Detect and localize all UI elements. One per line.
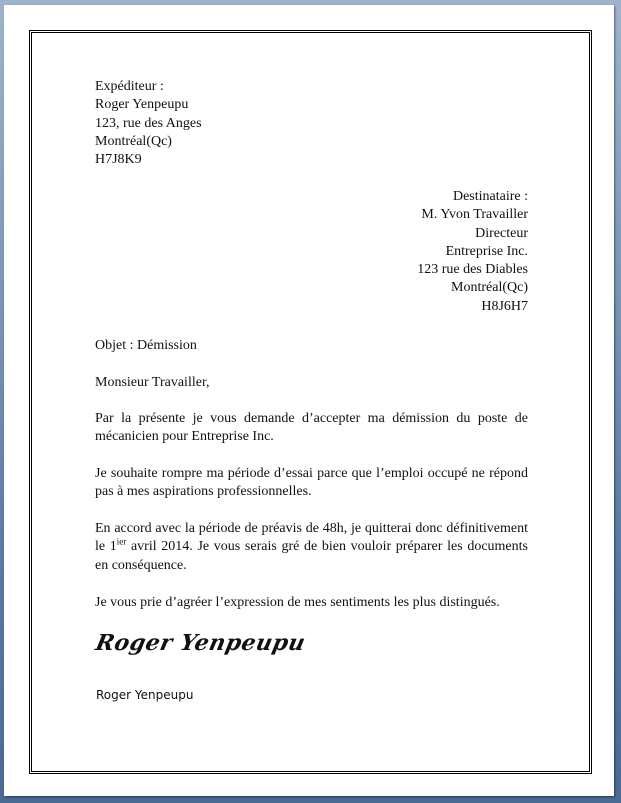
recipient-company: Entreprise Inc.: [445, 243, 528, 259]
paragraph-closing: Je vous prie d’agréer l’expression de mes sentiments les plus distingués.: [95, 595, 500, 610]
recipient-name: M. Yvon Travailler: [421, 207, 528, 223]
sender-street: 123, rue des Anges: [95, 115, 202, 131]
paragraph-request: Par la présente je vous demande d’accepter ma démission du poste de mécanicien pour Entreprise Inc.: [95, 411, 528, 445]
recipient-block: [304, 188, 528, 316]
recipient-street: 123 rue des Diables: [417, 262, 528, 278]
paragraph-notice: [95, 520, 528, 575]
sender-block: [95, 78, 202, 169]
recipient-postal: H8J6H7: [481, 298, 528, 314]
subject-line: Objet : Démission: [95, 338, 197, 353]
sender-city: Montréal(Qc): [95, 133, 172, 149]
paragraph-reason: Je souhaite rompre ma période d’essai parce que l’emploi occupé ne répond pas à mes aspirations professionnelles.: [95, 466, 528, 500]
recipient-title: Directeur: [475, 225, 528, 241]
sender-name: Roger Yenpeupu: [95, 97, 189, 113]
handwritten-signature: Roger Yenpeupu: [93, 630, 308, 656]
typed-name: Roger Yenpeupu: [96, 688, 194, 702]
sender-postal: H7J8K9: [95, 152, 142, 168]
salutation: Monsieur Travailler,: [95, 375, 210, 390]
ordinal-superscript: ier: [116, 536, 127, 547]
notice-text-before: En accord avec la période de préavis de 48h, je quitterai donc définitivement le 1: [95, 521, 528, 555]
notice-text-after: avril 2014. Je vous serais gré de bien vouloir préparer les documents en conséquence.: [95, 539, 528, 573]
recipient-city: Montréal(Qc): [451, 280, 528, 296]
document-page: [4, 5, 614, 796]
sender-label: Expéditeur :: [95, 79, 164, 94]
recipient-label: Destinataire :: [452, 189, 528, 204]
